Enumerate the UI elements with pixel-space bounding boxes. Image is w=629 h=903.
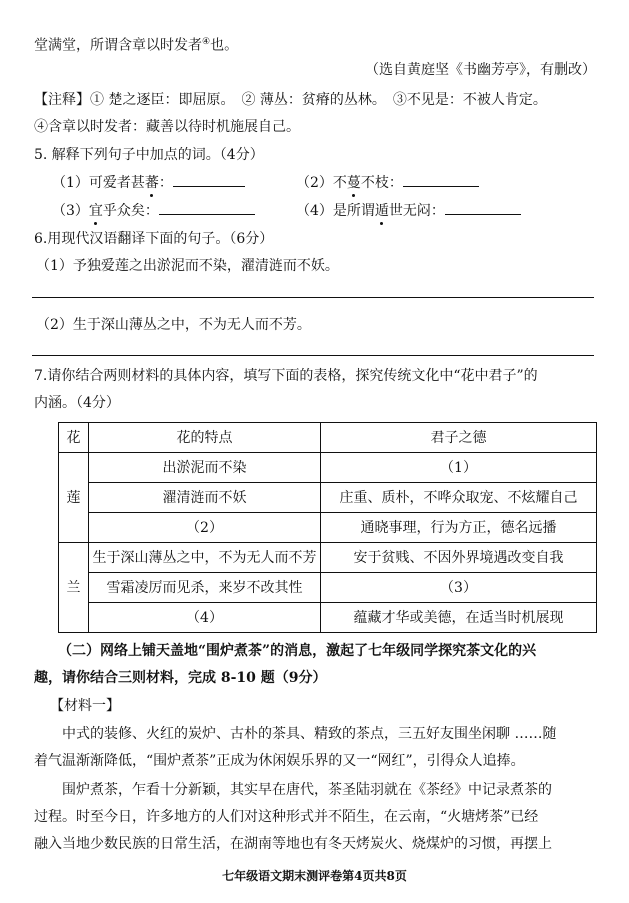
material-1-para-1b: 着气温渐渐降低，“围炉煮茶”正成为休闲娱乐界的又一“网红”，引得众人追捧。 xyxy=(34,753,525,769)
material-1-para-1a: 中式的装修、火红的炭炉、古朴的茶具、精致的茶点，三五好友围坐闲聊 ……随 xyxy=(62,726,557,742)
question-5-title: 5. 解释下列句子中加点的词。（4分） xyxy=(34,147,264,163)
answer-blank-1[interactable] xyxy=(173,172,245,187)
q6-sentence-1: （1）予独爱莲之出淤泥而不染，濯清涟而不妖。 xyxy=(36,258,339,274)
answer-blank-4[interactable] xyxy=(445,200,521,215)
table-row xyxy=(59,453,597,483)
trait-cell: 雪霜凌厉而见杀，来岁不改其性 xyxy=(89,573,321,603)
material-1-para-2b: 过程。时至今日，许多地方的人们对这种形式并不陌生，在云南，“火塘烤茶”已经 xyxy=(34,809,539,825)
q6-sentence-2: （2）生于深山薄丛之中，不为无人而不芳。 xyxy=(36,317,311,333)
q5-item-3 xyxy=(52,200,255,221)
q5-item-2-text: （2）不 xyxy=(296,175,347,191)
question-7-title-1: 7.请你结合两则材料的具体内容，填写下面的表格，探究传统文化中“花中君子”的 xyxy=(34,368,538,384)
q5-item-2 xyxy=(296,172,479,193)
orchid-cell: 兰 xyxy=(59,543,89,633)
q5-item-1 xyxy=(52,172,245,193)
table-row xyxy=(59,483,597,513)
dotted-word: 遁 xyxy=(374,203,389,219)
header-flower: 花 xyxy=(59,423,89,453)
answer-blank-3[interactable] xyxy=(159,200,255,215)
dotted-word: 蔓 xyxy=(346,175,361,191)
answer-line-2[interactable] xyxy=(32,355,594,356)
q5-item-1-colon: ： xyxy=(158,175,173,191)
virtue-cell: 安于贫贱、不因外界境遇改变自我 xyxy=(321,543,597,573)
question-7-title-2: 内涵。（4分） xyxy=(34,395,120,411)
virtue-cell: 通晓事理，行为方正，德名远播 xyxy=(321,513,597,543)
trait-cell: 出淤泥而不染 xyxy=(89,453,321,483)
trait-cell: 濯清涟而不妖 xyxy=(89,483,321,513)
note-marker: ④ xyxy=(202,37,211,47)
notes-line-1: 【注释】① 楚之逐臣：即屈原。 ② 薄丛：贫瘠的丛林。 ③不见是：不被人肯定。 xyxy=(34,92,547,108)
table-row xyxy=(59,513,597,543)
answer-line-1[interactable] xyxy=(32,297,594,298)
table-row xyxy=(59,543,597,573)
material-1-para-2a: 围炉煮茶，乍看十分新颖，其实早在唐代，茶圣陆羽就在《茶经》中记录煮茶的 xyxy=(62,782,552,798)
answer-blank-2[interactable] xyxy=(403,172,479,187)
header-virtue: 君子之德 xyxy=(321,423,597,453)
flower-virtue-table xyxy=(58,422,597,633)
dotted-word: 蕃 xyxy=(144,175,159,191)
material-1-label: 【材料一】 xyxy=(50,698,120,714)
trait-cell[interactable]: （4） xyxy=(89,603,321,633)
q5-item-3-colon: 乎众矣： xyxy=(102,203,159,219)
q5-item-4-text: （4）是所谓 xyxy=(296,203,375,219)
table-row xyxy=(59,573,597,603)
dotted-word: 宜 xyxy=(88,203,103,219)
q5-item-4 xyxy=(296,200,521,221)
notes-line-2: ④含章以时发者：藏善以待时机施展自己。 xyxy=(34,119,300,135)
virtue-cell: 庄重、质朴，不哗众取宠、不炫耀自己 xyxy=(321,483,597,513)
passage-text: 堂满堂，所谓含章以时发者 xyxy=(34,37,202,54)
virtue-cell[interactable]: （3） xyxy=(321,573,597,603)
section-2-intro-2: 趣，请你结合三则材料，完成 8-10 题（9分） xyxy=(34,670,327,686)
header-trait: 花的特点 xyxy=(89,423,321,453)
page-footer: 七年级语文期末测评卷第4页共8页 xyxy=(222,869,407,883)
passage-text-end: 也。 xyxy=(210,37,239,54)
virtue-cell: 蕴藏才华或美德，在适当时机展现 xyxy=(321,603,597,633)
passage-end-line xyxy=(34,32,238,56)
q5-item-4-colon: 世无闷： xyxy=(388,203,445,219)
table-header-row xyxy=(59,423,597,453)
trait-cell[interactable]: （2） xyxy=(89,513,321,543)
material-1-para-2c: 融入当地少数民族的日常生活，在湖南等地也有冬天烤炭火、烧煤炉的习惯，再摆上 xyxy=(34,836,552,852)
trait-cell: 生于深山薄丛之中，不为无人而不芳 xyxy=(89,543,321,573)
q5-item-3-text: （3） xyxy=(52,203,89,219)
section-2-intro-1: （二）网络上铺天盖地“围炉煮茶”的消息，激起了七年级同学探究茶文化的兴 xyxy=(58,643,537,659)
source-attribution: （选自黄庭坚《书幽芳亭》，有删改） xyxy=(365,62,596,78)
q5-item-1-text: （1）可爱者甚 xyxy=(52,175,145,191)
virtue-cell[interactable]: （1） xyxy=(321,453,597,483)
q5-item-2-colon: 不枝： xyxy=(360,175,403,191)
table-row xyxy=(59,603,597,633)
lotus-cell: 莲 xyxy=(59,453,89,543)
question-6-title: 6.用现代汉语翻译下面的句子。（6分） xyxy=(34,231,274,247)
